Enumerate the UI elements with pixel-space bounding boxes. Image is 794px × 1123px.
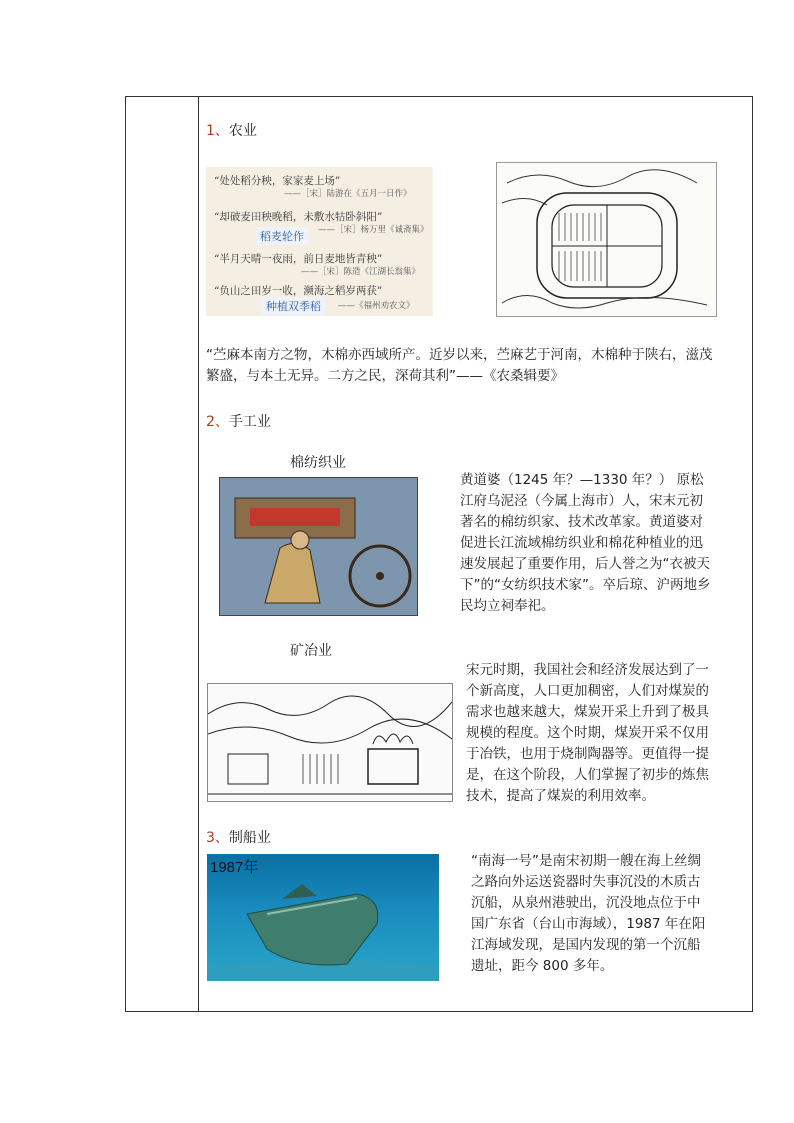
mining-description: 宋元时期，我国社会和经济发展达到了一个新高度，人口更加稠密，人们对煤炭的需求也越来越大，煤炭开采上升到了极具规模的程度。这个时期，煤炭开采不仅用于冶铁，也用于烧制陶器等。更值得一提是，在这个阶段，人们掌握了初步的炼焦技术，提高了煤炭的利用效率。 — [466, 662, 709, 804]
heading-number: 1、 — [206, 123, 229, 139]
poem-tag-double: 种植双季稻 — [262, 297, 325, 315]
poem-source-2: ——［宋］杨万里《诚斋集》 — [318, 225, 429, 235]
poem-line-2: “却破麦田秧晚稻，未敷水牯卧斜阳” — [214, 211, 383, 223]
mining-subtitle: 矿冶业 — [290, 643, 332, 659]
mining-illustration — [208, 684, 452, 801]
poem-line-1: “处处稻分秧，家家麦上场” — [214, 175, 341, 187]
field-sketch-image — [496, 162, 717, 317]
poem-tag-rotation: 稻麦轮作 — [256, 227, 308, 245]
photo-year-label: 1987年 — [210, 859, 259, 876]
mining-image — [207, 683, 453, 802]
cotton-subtitle: 棉纺织业 — [290, 455, 346, 471]
heading-number: 2、 — [206, 414, 229, 430]
poem-image — [206, 167, 433, 316]
section-heading-shipbuilding — [206, 827, 271, 847]
loom-illustration — [220, 478, 417, 615]
shipwreck-description: “南海一号”是南宋初期一艘在海上丝绸之路向外运送瓷器时失事沉没的木质古沉船，从泉州港驶出，沉没地点位于中国广东省（台山市海域），1987 年在阳江海域发现，是国内发现的第一个沉船遗址，距今 800 多年。 — [471, 853, 706, 974]
agriculture-quote: “苎麻本南方之物，木棉亦西域所产。近岁以来，苎麻艺于河南，木棉种于陕右，滋茂繁盛，与本土无异。二方之民，深荷其利”——《农桑辑要》 — [206, 347, 713, 384]
section-heading-handicraft — [206, 411, 271, 431]
shipwreck-photo — [207, 854, 439, 981]
column-divider — [198, 96, 199, 1012]
poem-line-4: “负山之田岁一收，濒海之稻岁两获” — [214, 285, 383, 297]
section-heading-agriculture — [206, 120, 257, 140]
field-sketch-drawing — [497, 163, 716, 316]
poem-source-1: ——［宋］陆游在《五月一日作》 — [284, 189, 412, 199]
poem-line-3: “半月天晴一夜雨，前日麦地皆青秧” — [214, 253, 383, 265]
loom-image — [219, 477, 418, 616]
heading-text: 制船业 — [228, 830, 271, 846]
poem-source-3: ——［宋］陈造《江湖长翁集》 — [301, 267, 421, 277]
poem-source-4: ——《福州劝农文》 — [338, 301, 415, 311]
heading-text: 农业 — [228, 123, 257, 139]
heading-number: 3、 — [206, 830, 229, 846]
cotton-description: 黄道婆（1245 年？—1330 年？） 原松江府乌泥泾（今属上海市）人，宋末元初著名的棉纺织家、技术改革家。黄道婆对促进长江流域棉纺织业和棉花种植业的迅速发展起了重要作用，后人誉之为“衣被天下”的“女纺织技术家”。卒后琼、沪两地乡民均立祠奉祀。 — [460, 472, 711, 614]
heading-text: 手工业 — [228, 414, 271, 430]
